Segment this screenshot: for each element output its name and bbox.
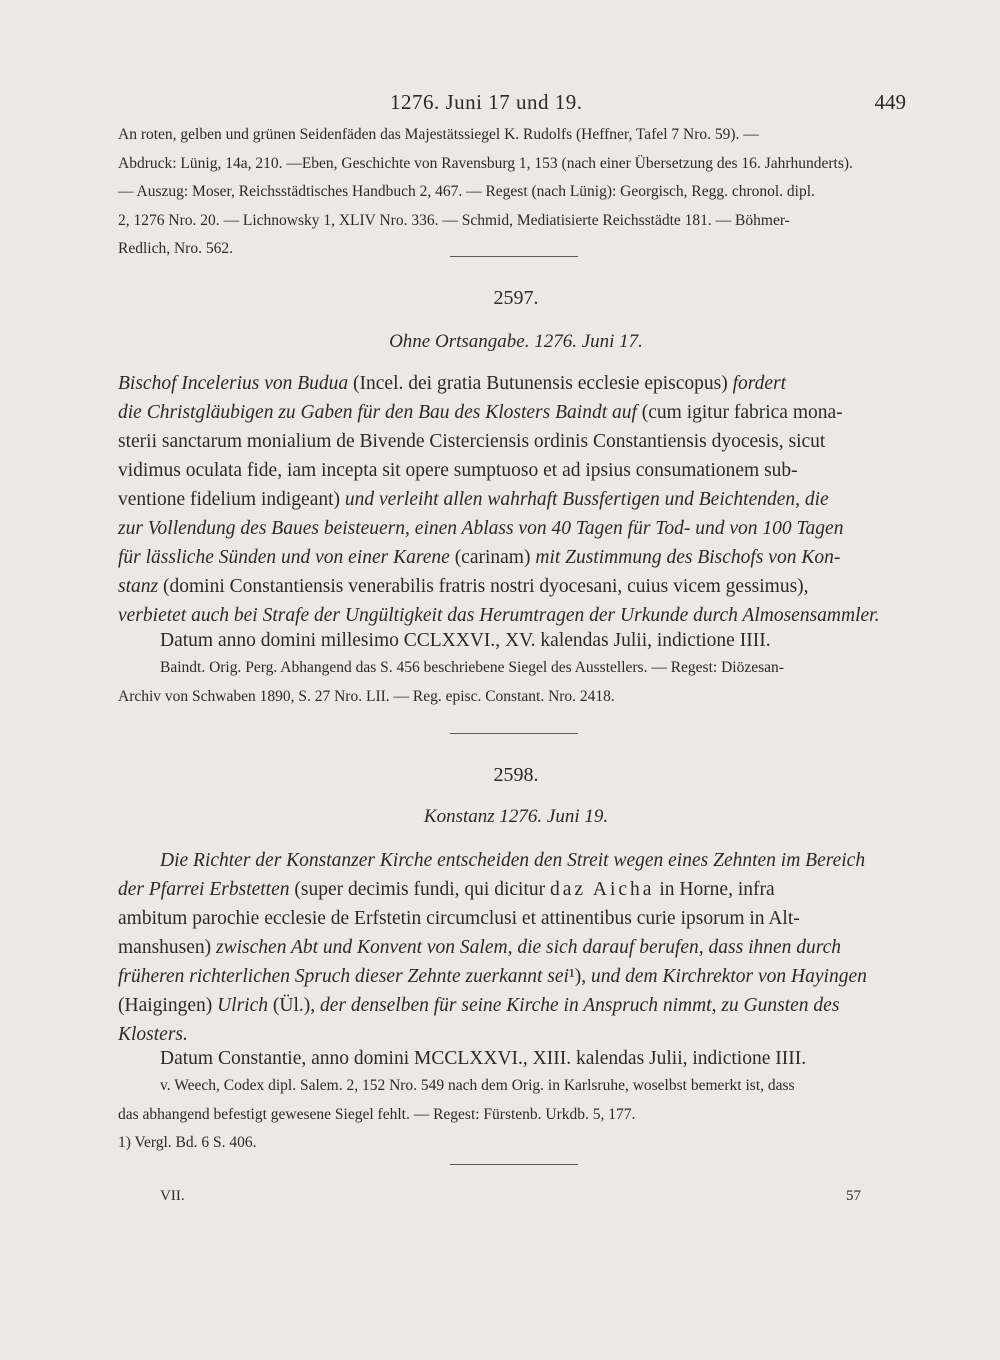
- text-line: ambitum parochie ecclesie de Erfstetin circumclusi et attinentibus curie ipsorum in Alt-: [118, 908, 800, 929]
- separator-rule: [450, 256, 578, 257]
- text-line: früheren richterlichen Spruch dieser Zehnte zuerkannt sei¹), und dem Kirchrektor von Hayingen: [118, 966, 867, 987]
- entry-2598-datum: Datum Constantie, anno domini MCCLXXVI., XIII. kalendas Julii, indictione IIII.: [160, 1048, 807, 1069]
- entry-2598-notes: [118, 1072, 908, 1158]
- text-line: vidimus oculata fide, iam incepta sit opere sumptuoso et ad ipsius consumationem sub-: [118, 460, 798, 481]
- text-line: Die Richter der Konstanzer Kirche entscheiden den Streit wegen eines Zehnten im Bereich: [160, 850, 866, 871]
- entry-2597-notes: [118, 654, 908, 711]
- entry-number-2597: 2597.: [493, 287, 539, 309]
- running-title: 1276. Juni 17 und 19.: [390, 90, 583, 114]
- text-line: zur Vollendung des Baues beisteuern, einen Ablass von 40 Tagen für Tod- und von 100 Tagen: [118, 518, 844, 539]
- previous-entry-notes: [118, 121, 908, 264]
- note-line: v. Weech, Codex dipl. Salem. 2, 152 Nro. 549 nach dem Orig. in Karlsruhe, woselbst bemerkt ist, dass: [160, 1077, 795, 1094]
- note-line: Redlich, Nro. 562.: [118, 240, 233, 257]
- sheet-number: 57: [846, 1188, 861, 1204]
- text-line: ventione fidelium indigeant) und verleiht allen wahrhaft Bussfertigen und Beichtenden, die: [118, 489, 829, 510]
- note-line: — Auszug: Moser, Reichsstädtisches Handbuch 2, 467. — Regest (nach Lünig): Georgisch, Regg. chronol. dipl.: [118, 183, 815, 200]
- signature-mark: VII.: [160, 1188, 185, 1204]
- entry-number-2598: 2598.: [493, 764, 539, 786]
- text-line: für lässliche Sünden und von einer Karene (carinam) mit Zustimmung des Bischofs von Kon-: [118, 547, 841, 568]
- entry-2597-body: [118, 369, 908, 630]
- text-line: (Haigingen) Ulrich (Ül.), der denselben für seine Kirche in Anspruch nimmt, zu Gunsten des: [118, 995, 840, 1016]
- text-line: stanz (domini Constantiensis venerabilis fratris nostri dyocesani, cuius vicem gessimus),: [118, 576, 809, 597]
- text-line: manshusen) zwischen Abt und Konvent von Salem, die sich darauf berufen, dass ihnen durch: [118, 937, 842, 958]
- note-line: Archiv von Schwaben 1890, S. 27 Nro. LII. — Reg. episc. Constant. Nro. 2418.: [118, 687, 615, 705]
- note-line: 2, 1276 Nro. 20. — Lichnowsky 1, XLIV Nro. 336. — Schmid, Mediatisierte Reichsstädte 181. — Böhmer-: [118, 211, 790, 229]
- separator-rule: [450, 733, 578, 734]
- text-line: Klosters.: [118, 1024, 188, 1045]
- note-line: An roten, gelben und grünen Seidenfäden das Majestätssiegel K. Rudolfs (Heffner, Tafel 7 Nro. 59). —: [118, 126, 759, 143]
- entry-2598-body: [118, 846, 908, 1049]
- note-line: Abdruck: Lünig, 14a, 210. —Eben, Geschichte von Ravensburg 1, 153 (nach einer Übersetzung des 16. Jahrhunderts).: [118, 154, 853, 172]
- text-line: der Pfarrei Erbstetten (super decimis fundi, qui dicitur daz Aicha in Horne, infra: [118, 879, 775, 900]
- footnote: 1) Vergl. Bd. 6 S. 406.: [118, 1134, 257, 1151]
- separator-rule: [450, 1164, 578, 1165]
- entry-2597-place-date: Ohne Ortsangabe. 1276. Juni 17.: [389, 331, 643, 352]
- text-line: Bischof Incelerius von Budua (Incel. dei gratia Butunensis ecclesie episcopus) fordert: [118, 373, 787, 394]
- text-line: sterii sanctarum monialium de Bivende Cisterciensis ordinis Constantiensis dyocesis, sicut: [118, 431, 826, 452]
- page-number: 449: [874, 90, 906, 114]
- text-line: verbietet auch bei Strafe der Ungültigkeit das Herumtragen der Urkunde durch Almosensammler.: [118, 605, 880, 626]
- note-line: das abhangend befestigt gewesene Siegel fehlt. — Regest: Fürstenb. Urkdb. 5, 177.: [118, 1105, 636, 1123]
- entry-2597-datum: Datum anno domini millesimo CCLXXVI., XV. kalendas Julii, indictione IIII.: [160, 630, 771, 651]
- text-line: die Christgläubigen zu Gaben für den Bau des Klosters Baindt auf (cum igitur fabrica mona-: [118, 402, 843, 423]
- entry-2598-place-date: Konstanz 1276. Juni 19.: [423, 806, 609, 827]
- note-line: Baindt. Orig. Perg. Abhangend das S. 456 beschriebene Siegel des Ausstellers. — Regest: Diözesan-: [160, 659, 784, 676]
